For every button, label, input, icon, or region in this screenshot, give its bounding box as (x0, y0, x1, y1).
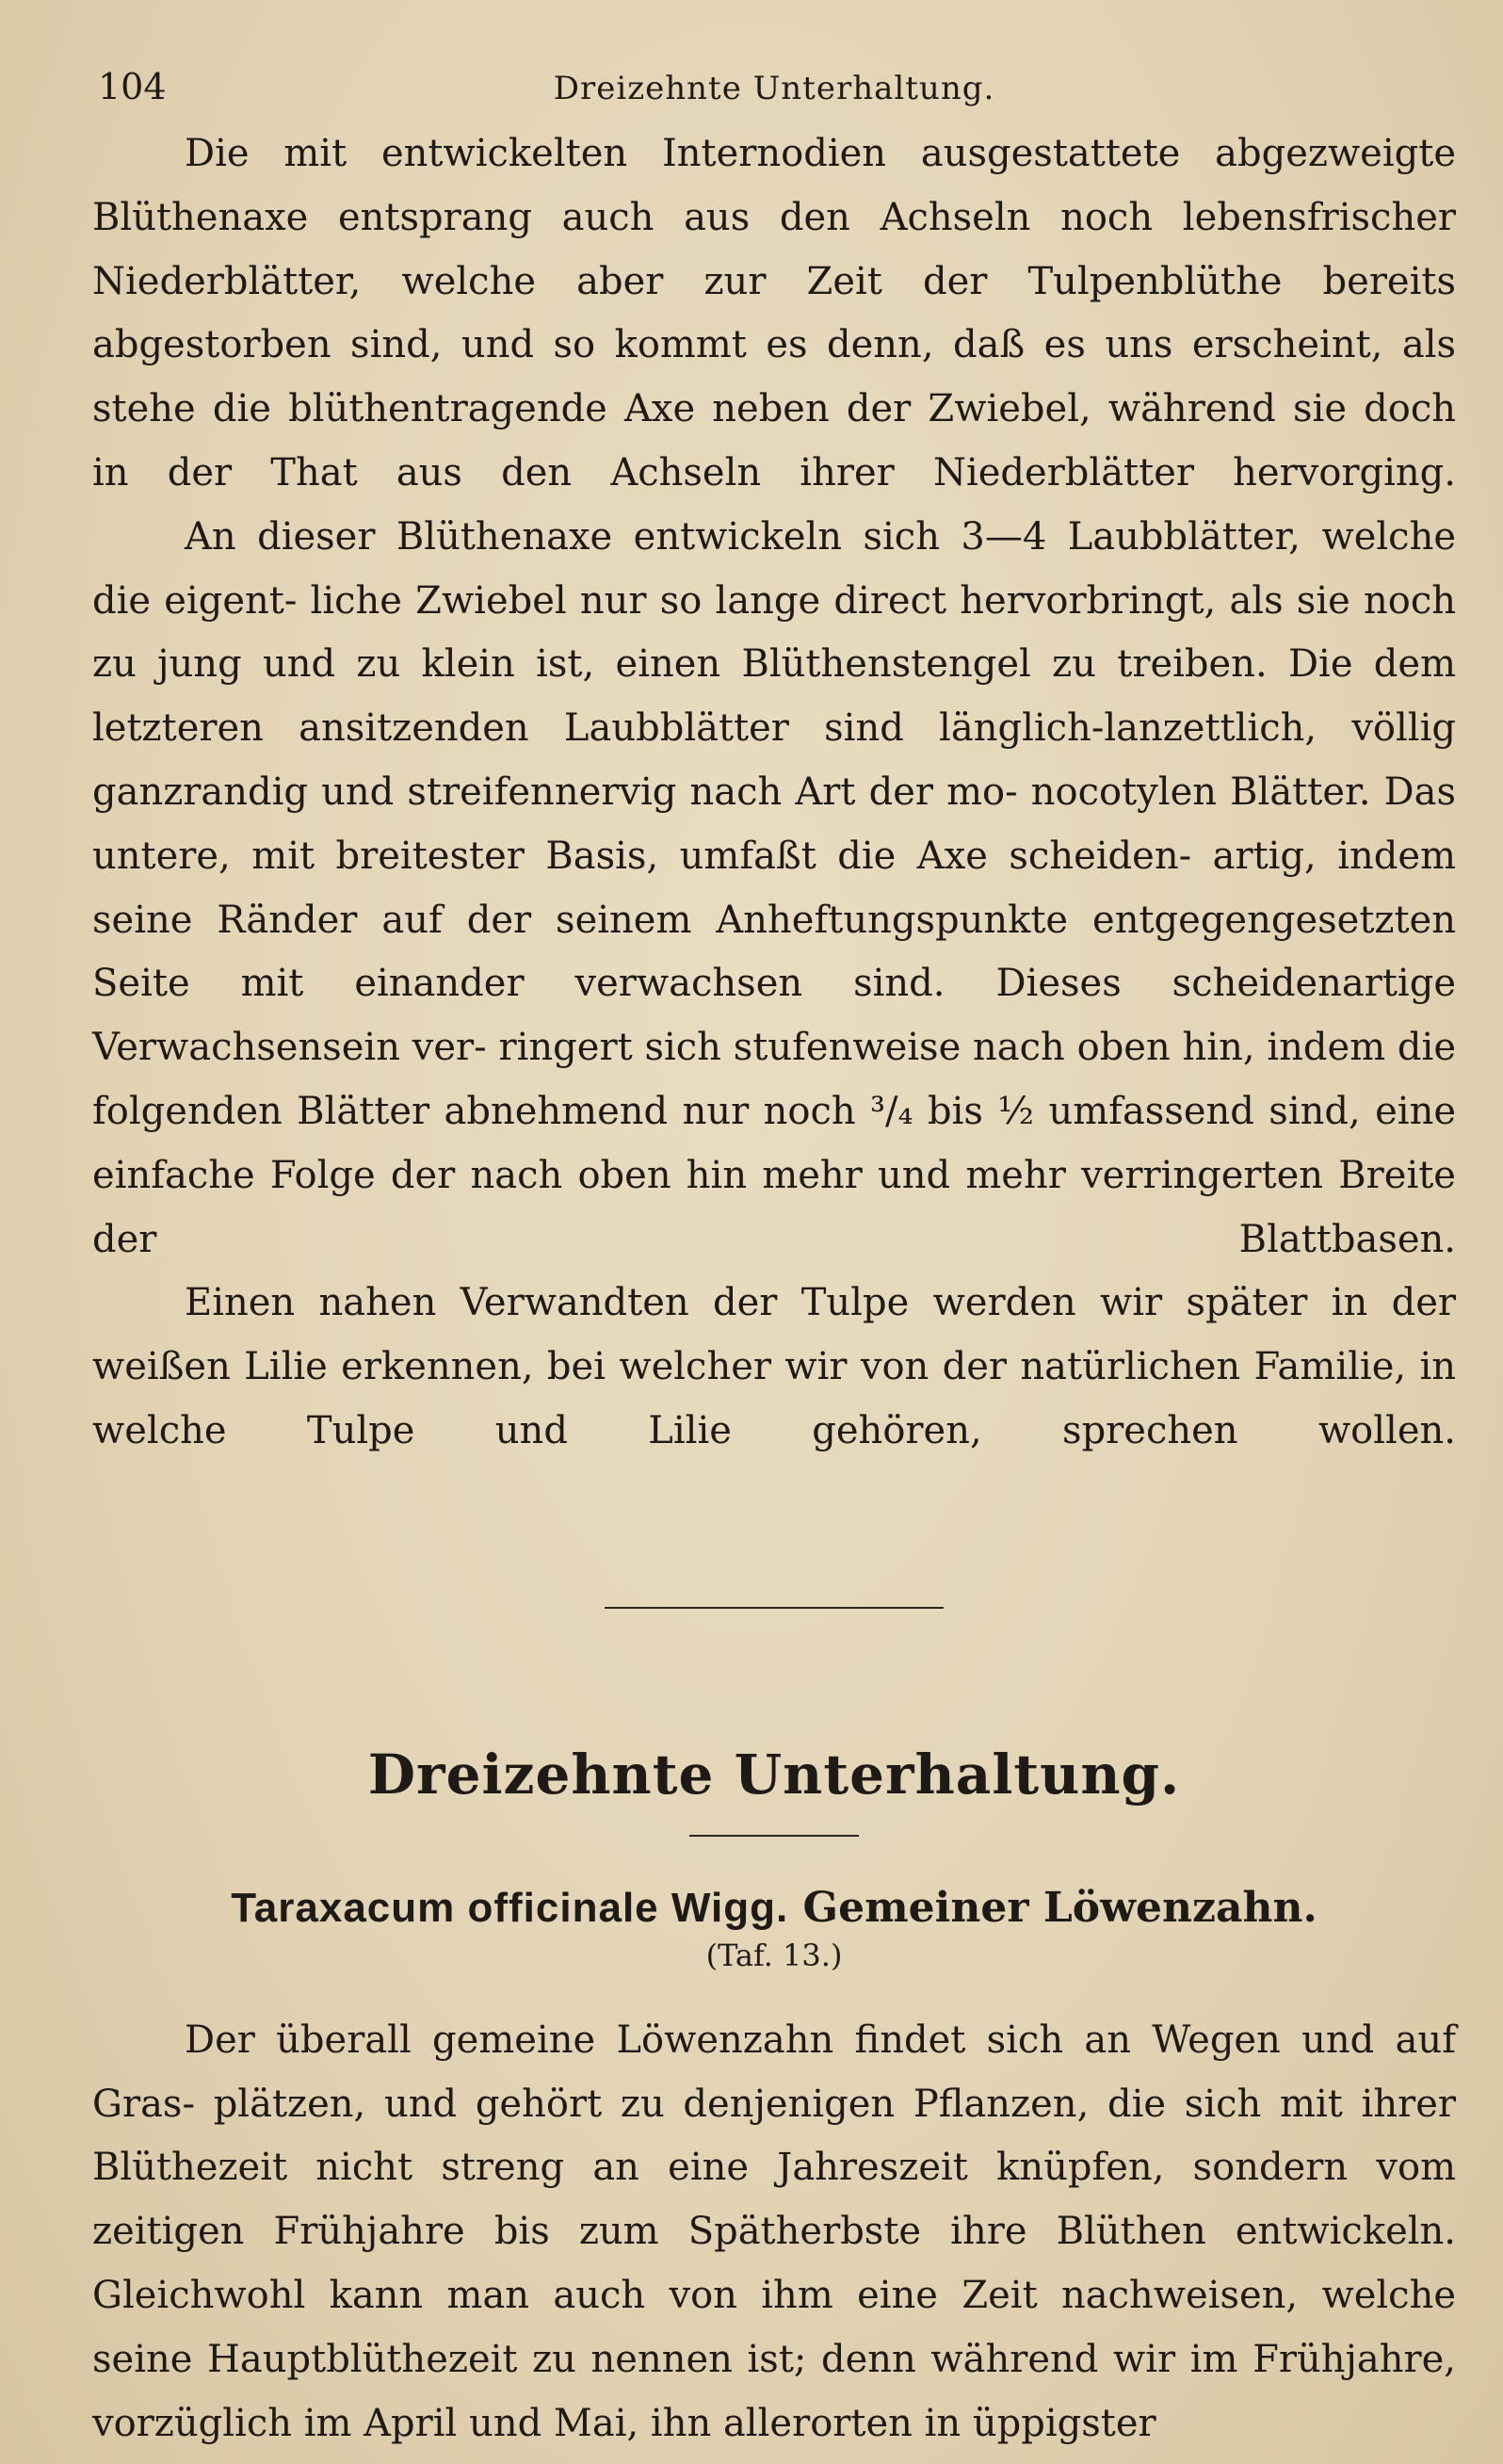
text-line: ringert sich stufenweise nach oben hin, indem die folgenden Blätter abnehmend (92, 1026, 1457, 1133)
section-title (92, 1884, 1456, 1932)
text-line: sie doch in der That aus den Achseln ihrer Niederblätter hervorging. (92, 387, 1457, 494)
text-line: Lilie erkennen, bei welcher wir von der natürlichen Familie, in welche Tulpe (92, 1345, 1457, 1452)
text-line: Spätherbste ihre Blüthen entwickeln. Gleichwohl kann man auch von ihm eine (92, 2210, 1457, 2317)
running-head: Dreizehnte Unterhaltung. (553, 70, 995, 107)
section-divider-rule (605, 1607, 944, 1609)
text-line: plätzen, und gehört zu denjenigen Pflanzen, die sich mit ihrer Blüthezeit nicht (92, 2082, 1456, 2190)
text-line: wir im Frühjahre, vorzüglich im April und Mai, ihn allerorten in üppigster (92, 2337, 1456, 2445)
chapter-title: Dreizehnte Unterhaltung. (367, 1742, 1181, 1807)
page-header (92, 57, 1456, 122)
text-line: Zeit nachweisen, welche seine Hauptblüthezeit zu nennen ist; denn während (92, 2273, 1457, 2381)
text-line: Einen nahen Verwandten der Tulpe werden wir später in der weißen (92, 1281, 1456, 1389)
text-block-top (92, 122, 1456, 1464)
text-line: und mehr verringerten Breite der Blattbasen. (92, 1153, 1456, 1261)
title-underline-rule (689, 1835, 859, 1837)
text-block-bottom (92, 2009, 1456, 2456)
paragraph-4 (92, 2009, 1456, 2456)
text-line: es uns erscheint, als stehe die blüthentragende Axe neben der Zwiebel, während (92, 323, 1457, 431)
text-line: Die mit entwickelten Internodien ausgestattete abgezweigte Blüthenaxe (92, 132, 1456, 239)
book-page (92, 57, 1456, 2456)
page-number: 104 (98, 66, 167, 107)
paragraph-2 (92, 506, 1456, 1273)
text-line: artig, indem seine Ränder auf der seinem Anheftungspunkte entgegengesetzten (92, 834, 1456, 942)
text-line: nur noch ³/₄ bis ½ umfassend sind, eine einfache Folge der nach oben hin mehr (92, 1089, 1457, 1197)
plate-reference: (Taf. 13.) (705, 1937, 843, 1973)
text-line: sind länglich-lanzettlich, völlig ganzrandig und streifennervig nach Art der mo- (92, 706, 1456, 814)
text-line: zur Zeit der Tulpenblüthe bereits abgestorben sind, und so kommt es denn, daß (92, 259, 1456, 367)
text-line: entsprang auch aus den Achseln noch lebensfrischer Niederblätter, welche aber (92, 195, 1457, 303)
paragraph-1 (92, 122, 1456, 506)
paragraph-3 (92, 1272, 1456, 1463)
text-line: und Lilie gehören, sprechen wollen. (494, 1408, 1456, 1452)
text-line: nocotylen Blätter. Das untere, mit breitester Basis, umfaßt die Axe scheiden- (92, 770, 1456, 878)
text-line: An dieser Blüthenaxe entwickeln sich 3—4 Laubblätter, welche die eigent- (92, 514, 1456, 623)
text-line: ist, einen Blüthenstengel zu treiben. Die dem letzteren ansitzenden Laubblätter (92, 642, 1457, 751)
species-common-name: Gemeiner Löwenzahn. (802, 1883, 1317, 1932)
text-line: Der überall gemeine Löwenzahn findet sich an Wegen und auf Gras- (92, 2018, 1456, 2126)
species-latin-name: Taraxacum officinale Wigg. (231, 1884, 789, 1931)
text-line: liche Zwiebel nur so lange direct hervorbringt, als sie noch zu jung und zu klein (92, 578, 1456, 687)
text-line: Seite mit einander verwachsen sind. Dieses scheidenartige Verwachsensein ver- (92, 962, 1456, 1070)
text-line: streng an eine Jahreszeit knüpfen, sondern vom zeitigen Frühjahre bis zum (92, 2146, 1456, 2254)
